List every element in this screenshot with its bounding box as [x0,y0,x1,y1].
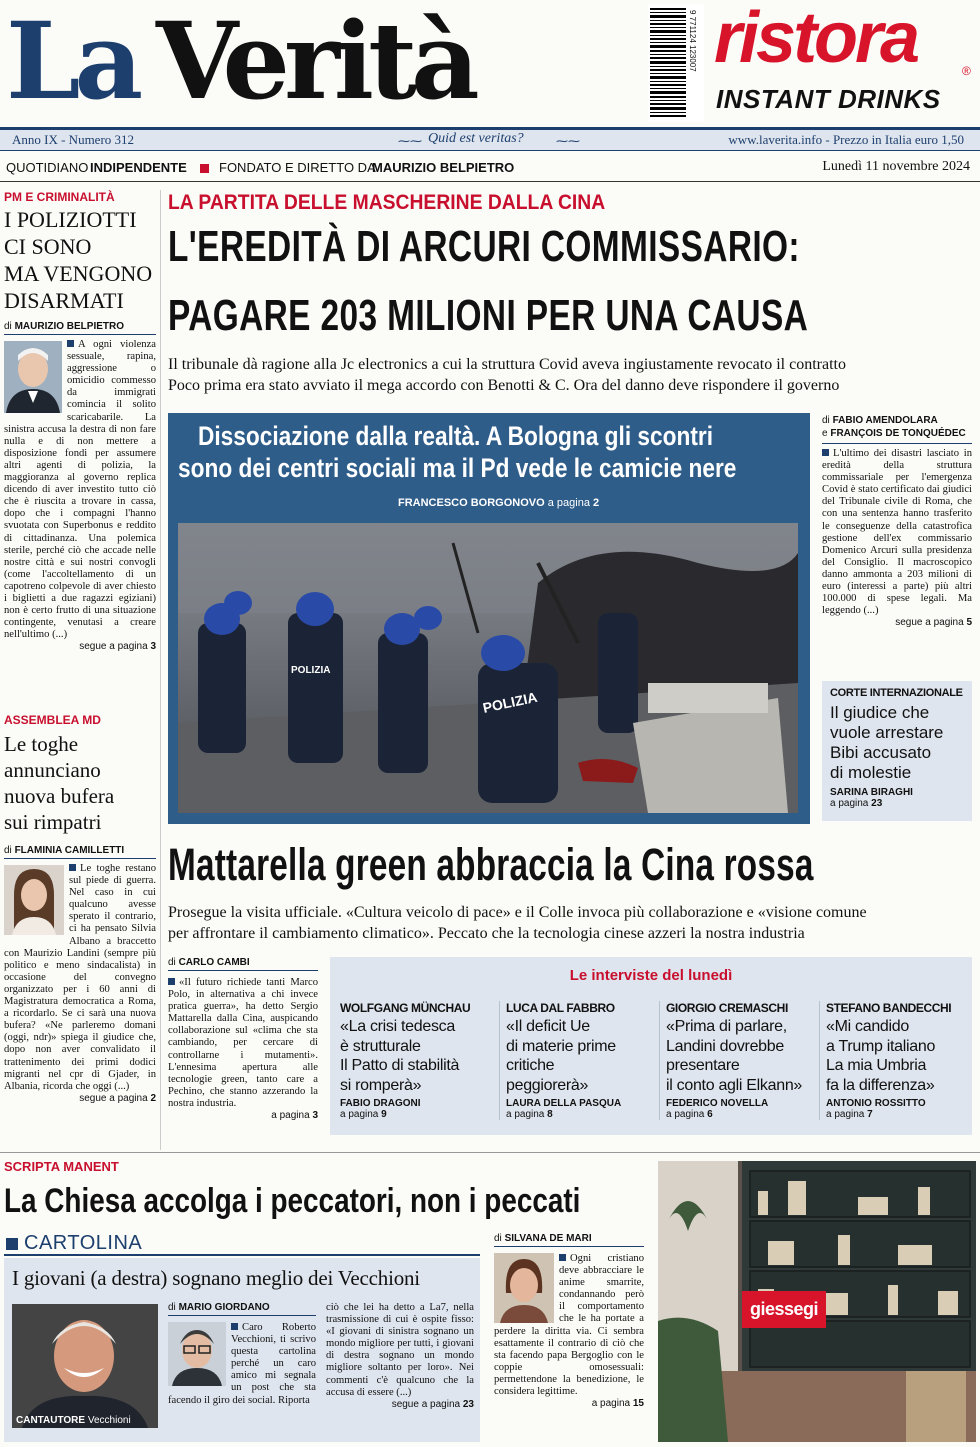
article-text: Caro Roberto Vecchioni, ti scrivo questa cartolina perché un caro amico mi segnala un post che sta facendo il giro dei social. Riporta [168,1322,316,1406]
quote-line: presentare [666,1057,740,1074]
kicker: ASSEMBLEA MD [4,713,101,727]
page-prefix: a pagina [340,1109,379,1120]
interview-quote [666,1017,813,1095]
editorial-belpietro [4,190,156,652]
interview-author: FEDERICO NOVELLA [666,1098,769,1109]
tagline-row [0,157,980,181]
quote-line: si romperà» [340,1076,422,1094]
bologna-box[interactable] [168,413,810,824]
masthead-info-bar [0,127,980,151]
column-rule [160,190,161,1150]
byline-author: FABIO AMENDOLARA [832,415,938,426]
quote-line: «Il deficit Ue [506,1018,590,1035]
headline-line: Bibi accusato [830,743,932,762]
byline-author: MAURIZIO BELPIETRO [14,321,125,332]
headline-line: Il giudice che [830,703,930,722]
subhead-line: Prosegue la visita ufficiale. «Cultura veicolo di pace» e il Colle invoca più collaborazione e «visione comune [168,904,867,921]
cartolina-headline: I giovani (a destra) sognano meglio dei Vecchioni [12,1266,420,1290]
paragraph-square-icon [231,1323,238,1330]
scripta-headline: La Chiesa accolga i peccatori, non i peccati [4,1182,581,1220]
tagline-indipendente: INDIPENDENTE [90,160,187,175]
ristora-brand: ristora [714,0,918,78]
article-text: Ci sembra esattamente il contrario di ciò che sta facendo papa Bergoglio con le coppie omosessuali: permettendone la benedizione, le considera legittime. [494,1325,644,1398]
byline-prefix: di [822,415,830,426]
headline-line: Le toghe [4,732,79,756]
article-body [168,977,318,1110]
quote-line: peggiorerà» [506,1076,589,1094]
interview-page [666,1109,813,1120]
page-number: 6 [707,1109,713,1120]
article-text: ci ha pensato Silvia Albano a braccetto con Maurizio Landini (sempre più politico e meno sindacalista) in occasione del convegno organizzato per i 60 anni di Magistratura democratica a Roma, a ricordarlo. Se ci sarà una nuova bufera? «Ne parleremo domani (oggi, ndr)» spiega il giudice che, dopo non aver convalidato il trattenimento dei primi dodici migranti nel cpr di Gjader, in Albania, ricorda che oggi (...) [4,923,156,1092]
scripta-kicker: SCRIPTA MANENT [4,1159,119,1174]
page-number: 23 [871,798,883,809]
page-number: 3 [312,1110,318,1122]
byline-author: FRANCESCO BORGONOVO [398,497,545,509]
mattarella-subhead [168,902,978,944]
quote-line: critiche [506,1057,555,1074]
quote-line: Il Patto di stabilità [340,1057,460,1074]
tagline-quotidiano: QUOTIDIANO [6,160,89,175]
belpietro-photo [4,341,62,413]
headline-line: sui rimpatri [4,810,102,834]
byline-author: MARIO GIORDANO [178,1302,270,1313]
logo-verita: Verità [156,0,474,123]
tagline-fondato: FONDATO E DIRETTO DA [219,160,376,175]
byline-prefix: di [168,1302,176,1313]
continue-link[interactable] [822,617,972,628]
interview-item[interactable] [500,1001,660,1120]
byline-and: e [822,428,828,439]
motto: Quid est veritas? [428,131,524,146]
byline-prefix: di [4,321,12,332]
page-number: 2 [593,497,600,509]
page-number: 9 [381,1109,387,1120]
headline-line: vuole arrestare [830,723,944,742]
barcode-number: 9 771124 123007 [688,10,697,72]
continue-label: segue a pagina [79,1092,148,1104]
continue-link[interactable] [326,1399,474,1410]
interview-author: LAURA DELLA PASQUA [506,1098,622,1109]
byline-author: FRANÇOIS DE TONQUÉDEC [830,428,966,439]
article-body [822,448,972,617]
continue-page: 3 [150,641,156,653]
demari-photo [494,1253,554,1323]
page-number: 7 [867,1109,873,1120]
interview-item[interactable] [660,1001,820,1120]
continue-page: 5 [966,617,972,629]
motto-ornament-left-icon: ⁓⁓ [398,134,422,148]
article-toghe [4,713,156,1104]
lead-headline-line1: L'EREDITÀ DI ARCURI COMMISSARIO: [168,222,800,271]
headline-line: CI SONO [4,234,92,259]
page-prefix: a pagina [666,1109,705,1120]
bologna-byline [398,497,599,509]
byline-divider [822,443,972,444]
bologna-photo [178,523,798,813]
cartolina-col1 [168,1302,316,1407]
continue-link[interactable] [4,641,156,652]
byline-prefix: di [4,845,12,856]
page-prefix: a pagina [591,1398,631,1410]
continue-link[interactable] [168,1110,318,1121]
interview-quote [826,1017,970,1095]
article-text: Le toghe restano sul piede di guerra. Nel caso in cui qualcuno avesse sperato il contrario, [69,863,156,923]
interview-item[interactable] [820,1001,970,1120]
interview-author: ANTONIO ROSSITTO [826,1098,926,1109]
interview-item[interactable] [340,1001,500,1120]
interview-quote [506,1017,653,1095]
barcode [648,4,704,122]
photo-caption [16,1415,131,1426]
article-text: L'ultimo dei disastri lasciato in eredità della struttura commissariale per l'emergenza Covid è stato certificato dai giudici del Tribunale civile di Roma, che con una sentenza hanno trasferito le conseguenze della catastrofica gestione dell'ex commissario Domenico Arcuri sulla presidenza del Consiglio. Il macroscopico danno ammonta a 203 milioni di euro (interessi a parte) più altri 100.000 di spese legali. Ma leggendo (...) [822,448,972,617]
paragraph-square-icon [69,864,76,871]
masthead-logo [6,0,526,123]
paragraph-square-icon [822,449,829,456]
corte-author: SARINA BIRAGHI [830,787,913,798]
interviste-row [340,1001,970,1120]
tagline-square-icon [200,164,209,173]
portrait-icon [12,1304,158,1428]
caption-name: Vecchioni [87,1415,131,1426]
article-text: A ogni violenza sessuale, rapina, aggressione o omicidio commesso da immigrati comincia il solito scaricabarile. [67,339,156,423]
site-price: www.laverita.info - Prezzo in Italia euro 1,50 [728,132,964,147]
ristora-sub: INSTANT DRINKS [716,84,941,114]
cartolina-label: CARTOLINA [24,1232,143,1254]
corte-box[interactable] [822,681,972,821]
lead-subhead [168,354,978,396]
cartolina-col2 [326,1302,474,1410]
portrait-icon [494,1253,554,1323]
headline-line: nuova bufera [4,784,115,808]
byline-author: SILVANA DE MARI [504,1233,592,1244]
page-prefix: a pagina [547,497,590,509]
cartolina-box [4,1258,480,1442]
interview-page [826,1109,970,1120]
headline-line: I POLIZIOTTI [4,207,137,232]
portrait-icon [4,865,64,935]
page-number: 15 [632,1398,644,1410]
continue-page: 23 [462,1398,474,1410]
page-prefix: a pagina [271,1110,310,1122]
quote-line: Landini dovrebbe [666,1037,784,1055]
portrait-icon [4,341,62,413]
page-prefix: a pagina [830,798,869,809]
mattarella-headline: Mattarella green abbraccia la Cina rossa [168,839,814,890]
cartolina-label-bar [4,1233,480,1256]
article-arcuri [822,414,972,628]
interview-page [506,1109,653,1120]
quote-line: La mia Umbria [826,1057,927,1074]
subhead-line: per affrontare il cambiamento climatico». Peccato che la tecnologia cinese azzeri la nostra industria [168,925,805,942]
page-prefix: a pagina [506,1109,545,1120]
kicker: PM E CRIMINALITÀ [4,190,115,204]
headline-line: annunciano [4,758,101,782]
lead-kicker: LA PARTITA DELLE MASCHERINE DALLA CINA [168,191,606,214]
police-clash-photo-icon [178,523,798,813]
issue-number: Anno IX - Numero 312 [12,132,135,147]
logo-la: La [6,0,138,123]
paragraph-square-icon [168,978,175,985]
quote-line: «Prima di parlare, [666,1018,787,1035]
continue-label: segue a pagina [391,1398,461,1410]
byline-author: FLAMINIA CAMILLETTI [14,845,125,856]
continue-link[interactable] [494,1398,644,1409]
giessegi-logo: giessegi [742,1291,826,1328]
byline [822,414,972,440]
issue-date: Lunedì 11 novembre 2024 [822,159,970,174]
camilletti-photo [4,865,64,935]
byline-author: CARLO CAMBI [178,957,250,968]
corte-page [830,798,964,809]
page-prefix: a pagina [826,1109,865,1120]
byline [494,1233,644,1247]
corte-kicker: CORTE INTERNAZIONALE [830,687,963,699]
byline-prefix: di [168,957,176,968]
interviste-header: Le interviste del lunedì [569,967,733,984]
article-text: «Il futuro richiede tanti Marco Polo, in alternativa a chi invece pratica guerra», ha detto Sergio Mattarella dalla Cina, auspicando collaborazione sul «clima che sta cambiando, per cercare di controllarne i mutamenti». L'ennesima apertura alle tecnologie green, tanto care a Pechino, che stanno azzerando la nostra industria. [168,977,318,1109]
byline [168,957,318,971]
bologna-headline-line1: Dissociazione dalla realtà. A Bologna gli scontri [198,421,714,451]
byline [168,1302,316,1316]
paragraph-square-icon [67,340,74,347]
quote-line: «La crisi tedesca [340,1018,455,1035]
byline-prefix: di [494,1233,502,1244]
article-mattarella [168,957,318,1121]
article-body [326,1302,474,1399]
interview-author: FABIO DRAGONI [340,1098,421,1109]
quote-line: di materie prime [506,1037,616,1055]
section-divider [0,1152,980,1153]
tagline-director: MAURIZIO BELPIETRO [372,160,515,175]
byline [4,321,156,335]
continue-label: segue a pagina [79,641,148,653]
quote-line: «Mi candido [826,1018,909,1035]
shield-text: POLIZIA [291,665,331,676]
interviste-box [330,957,972,1135]
article-demari [494,1233,644,1409]
page-number: 8 [547,1109,553,1120]
interview-page [340,1109,493,1120]
headline [4,206,156,314]
continue-link[interactable] [4,1093,156,1104]
continue-page: 2 [150,1092,156,1104]
continue-label: segue a pagina [895,617,964,629]
giordano-photo [168,1322,226,1386]
interview-name: STEFANO BANDECCHI [826,1001,952,1015]
interview-name: WOLFGANG MÜNCHAU [340,1001,471,1015]
motto-ornament-right-icon: ⁓⁓ [556,134,580,148]
shield-text: POLIZIA [481,688,539,716]
article-text: ciò che lei ha detto a La7, nella trasmissione di cui è ospite fisso: «I giovani di sinistra sognano un mondo migliore per tutti, i giovani di destra sognano un mondo migliore soltanto per loro». Nei commenti c'è qualcuno che la accusa di essere (...) [326,1302,474,1398]
interview-name: GIORGIO CREMASCHI [666,1001,788,1015]
vecchioni-photo [12,1304,158,1428]
subhead-line: Poco prima era stato avviato il mega accordo con Benotti & C. Ora del danno deve rispondere il governo [168,377,840,394]
quote-line: il conto agli Elkann» [666,1076,803,1094]
headline-line: DISARMATI [4,288,124,313]
ad-giessegi[interactable] [658,1161,976,1442]
ristora-mark: ® [962,64,971,78]
paragraph-square-icon [559,1254,566,1261]
lead-headline-line2: PAGARE 203 MILIONI PER UNA CAUSA [168,291,809,340]
corte-headline [830,703,964,783]
cartolina-square-icon [6,1238,18,1250]
headline [4,731,156,835]
masthead-divider [0,181,980,182]
quote-line: a Trump italiano [826,1037,936,1055]
byline [4,845,156,859]
quote-line: è strutturale [340,1037,421,1055]
portrait-icon [168,1322,226,1386]
article-text: La sinistra accusa la destra di non fare nulla e di non mettere a disposizione fondi per assumere altri agenti di polizia, la maggioranza al governo replica dicendo di aver investito tutto ciò che è riuscita a trovare in cassa, dopo che i compagni l'hanno svuotata con Superbonus e reddito di cittadinanza. Una polemica sterile, perché ciò che accade nelle nostre città e sui nostri convogli (come l'accoltellamento di un capotreno colpevole di aver chiesto i biglietti a due ragazzi egiziani) non è certo frutto di una situazione contingente, venutasi a creare nell'ultimo (...) [4,411,156,641]
article-text: Ogni cristiano deve abbracciare le anime smarrite, condannando però il comportamento che le ha portate a perdere la diritta via. [494,1253,644,1337]
headline-line: di molestie [830,763,912,782]
caption-role: CANTAUTORE [16,1415,86,1426]
bologna-headline-line2: sono dei centri sociali ma il Pd vede le camicie nere [178,453,737,483]
headline-line: MA VENGONO [4,261,153,286]
subhead-line: Il tribunale dà ragione alla Jc electronics a cui la struttura Covid aveva ingiustamente revocato il contratto [168,356,846,373]
interview-name: LUCA DAL FABBRO [506,1001,615,1015]
quote-line: fa la differenza» [826,1076,935,1094]
ad-ristora[interactable] [712,2,976,120]
interview-quote [340,1017,493,1095]
